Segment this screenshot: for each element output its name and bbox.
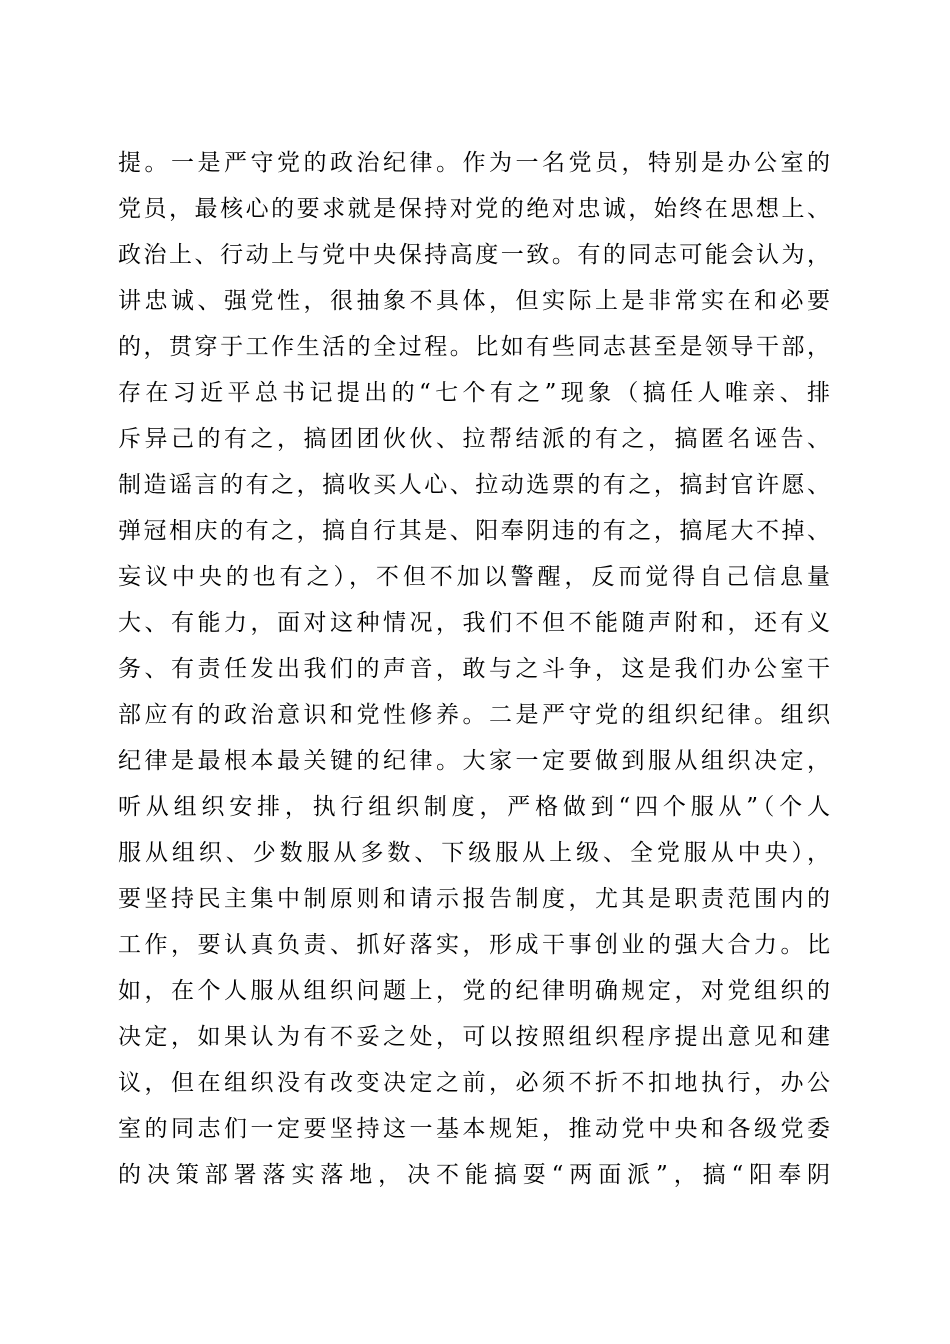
paragraph-line: 存在习近平总书记提出的“七个有之”现象（搞任人唯亲、排 [118,380,830,406]
paragraph-line: 的，贯穿于工作生活的全过程。比如有些同志甚至是领导干部， [118,334,830,360]
paragraph-line: 讲忠诚、强党性，很抽象不具体，但实际上是非常实在和必要 [118,288,830,314]
paragraph-line: 斥异己的有之，搞团团伙伙、拉帮结派的有之，搞匿名诬告、 [118,426,830,452]
paragraph-line: 工作，要认真负责、抓好落实，形成干事创业的强大合力。比 [118,932,830,958]
paragraph-line: 弹冠相庆的有之，搞自行其是、阳奉阴违的有之，搞尾大不掉、 [118,518,830,544]
paragraph-line: 提。一是严守党的政治纪律。作为一名党员，特别是办公室的 [118,150,830,176]
paragraph-line: 务、有责任发出我们的声音，敢与之斗争，这是我们办公室干 [118,656,830,682]
paragraph-line: 制造谣言的有之，搞收买人心、拉动选票的有之，搞封官许愿、 [118,472,830,498]
paragraph-line: 党员，最核心的要求就是保持对党的绝对忠诚，始终在思想上、 [118,196,830,222]
paragraph-line: 听从组织安排，执行组织制度，严格做到“四个服从”（个人 [118,794,830,820]
paragraph-line: 部应有的政治意识和党性修养。二是严守党的组织纪律。组织 [118,702,830,728]
paragraph-line: 妄议中央的也有之），不但不加以警醒，反而觉得自己信息量 [118,564,830,590]
paragraph-line: 服从组织、少数服从多数、下级服从上级、全党服从中央）， [118,840,830,866]
paragraph-line: 议，但在组织没有改变决定之前，必须不折不扣地执行，办公 [118,1070,830,1096]
paragraph-line: 如，在个人服从组织问题上，党的纪律明确规定，对党组织的 [118,978,830,1004]
paragraph-line: 室的同志们一定要坚持这一基本规矩，推动党中央和各级党委 [118,1116,830,1142]
paragraph-line: 政治上、行动上与党中央保持高度一致。有的同志可能会认为， [118,242,830,268]
paragraph-line: 的决策部署落实落地，决不能搞耍“两面派”，搞“阳奉阴 [118,1162,830,1188]
paragraph-line: 纪律是最根本最关键的纪律。大家一定要做到服从组织决定， [118,748,830,774]
paragraph-line: 大、有能力，面对这种情况，我们不但不能随声附和，还有义 [118,610,830,636]
paragraph-line: 决定，如果认为有不妥之处，可以按照组织程序提出意见和建 [118,1024,830,1050]
body-paragraph [118,140,838,1198]
paragraph-line: 要坚持民主集中制原则和请示报告制度，尤其是职责范围内的 [118,886,830,912]
